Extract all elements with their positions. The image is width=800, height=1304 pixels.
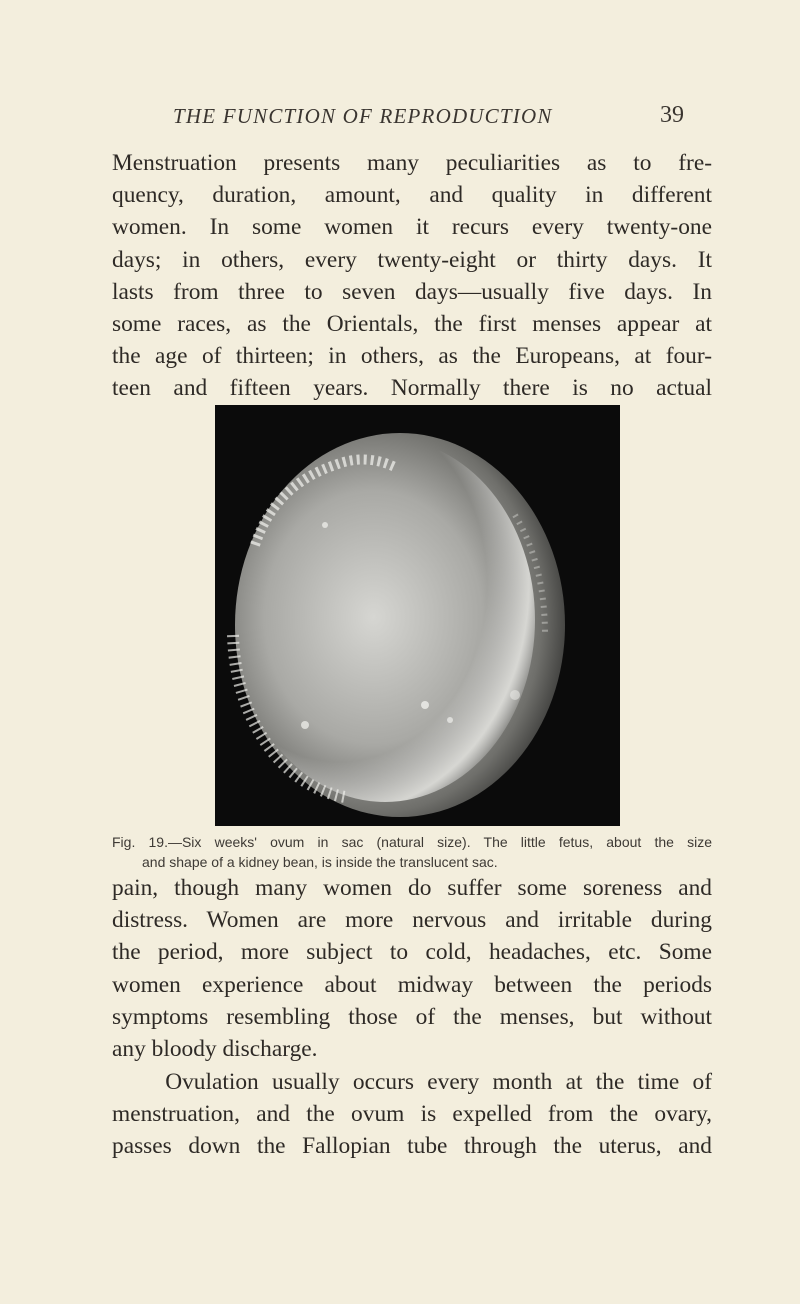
text-line: the age of thirteen; in others, as the Europeans, at four- (112, 343, 712, 370)
text-line: any bloody discharge. (112, 1036, 318, 1063)
text-line: days; in others, every twenty-eight or thirty days. It (112, 246, 712, 273)
text-line: menstruation, and the ovum is expelled from the ovary, (112, 1101, 712, 1128)
text-line: some races, as the Orientals, the first menses appear at (112, 311, 712, 338)
text-line: teen and fifteen years. Normally there is no actual (112, 375, 712, 402)
paragraph-ovulation (112, 1066, 712, 1163)
text-line: quency, duration, amount, and quality in different (112, 182, 712, 209)
text-line: pain, though many women do suffer some soreness and (112, 875, 712, 901)
page-number: 39 (660, 102, 684, 128)
text-line: Ovulation usually occurs every month at the time of (112, 1069, 712, 1095)
paragraph-pain (112, 872, 712, 1065)
text-line: passes down the Fallopian tube through the uterus, and (112, 1133, 712, 1160)
page-header (0, 100, 800, 136)
caption-line: and shape of a kidney bean, is inside the translucent sac. (142, 854, 498, 870)
text-line: women experience about midway between the periods (112, 971, 712, 998)
text-line: Menstruation presents many peculiarities as to fre- (112, 150, 712, 176)
text-line: distress. Women are more nervous and irritable during (112, 907, 712, 934)
paragraph-menstruation (112, 147, 712, 405)
text-line: symptoms resembling those of the menses, but without (112, 1003, 712, 1030)
caption-line: Fig. 19.—Six weeks' ovum in sac (natural size). The little fetus, about the size (112, 834, 712, 850)
text-line: the period, more subject to cold, headaches, etc. Some (112, 939, 712, 966)
text-line: women. In some women it recurs every twenty-one (112, 214, 712, 241)
ovum-sac-image (215, 405, 620, 826)
running-head: THE FUNCTION OF REPRODUCTION (173, 104, 553, 128)
text-line: lasts from three to seven days—usually five days. In (112, 278, 712, 305)
ovum-photograph (215, 405, 620, 826)
